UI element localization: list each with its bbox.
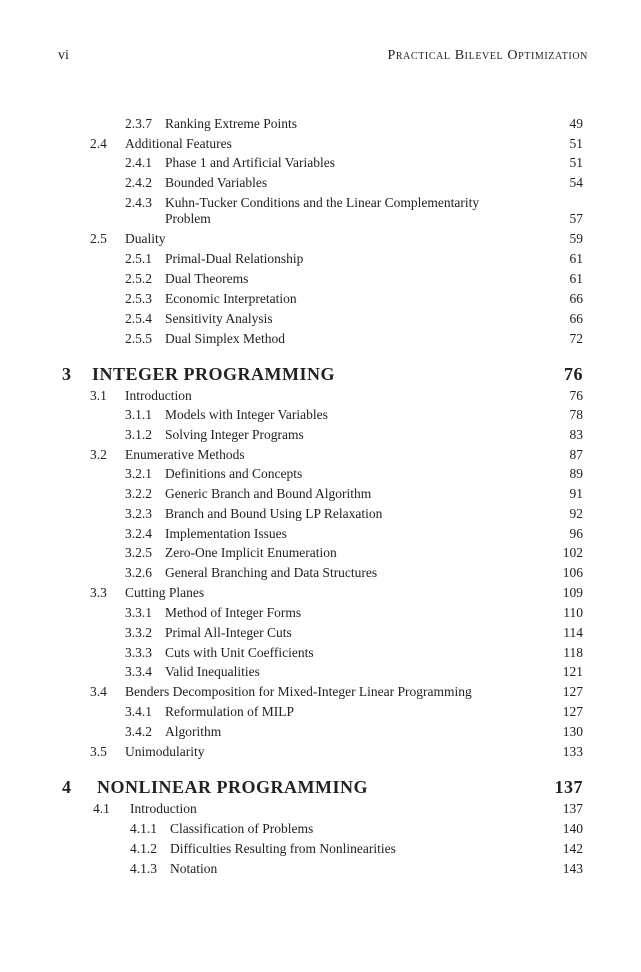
toc-entry-page: 137 — [562, 801, 583, 816]
toc-entry — [0, 662, 641, 682]
toc-entry — [0, 153, 641, 173]
toc-entry — [0, 484, 641, 504]
toc-entry-number: 4.1.3 — [130, 861, 157, 876]
toc-entry-page: 142 — [562, 841, 583, 856]
toc-entry-title: General Branching and Data Structures — [165, 565, 378, 580]
toc-entry-number: 2.3.7 — [125, 116, 152, 131]
toc-entry-page: 118 — [563, 645, 583, 660]
toc-entry — [0, 249, 641, 269]
toc-entry-number: 4 — [62, 777, 72, 797]
toc-entry-page: 106 — [562, 565, 583, 580]
toc-entry — [0, 329, 641, 349]
toc-entry-number: 2.5.1 — [125, 251, 152, 266]
toc-entry — [0, 289, 641, 309]
toc-entry — [0, 839, 641, 859]
page-number: vi — [58, 48, 69, 63]
toc-entry — [0, 603, 641, 623]
toc-entry-number: 3.3.1 — [125, 605, 152, 620]
toc-entry-page: 61 — [569, 251, 583, 266]
toc-entry-number: 2.4.1 — [125, 155, 152, 170]
toc-entry-title: Economic Interpretation — [165, 291, 297, 306]
toc-entry-number: 3.4.2 — [125, 724, 152, 739]
toc-entry-page: 78 — [569, 407, 583, 422]
toc-entry-title: Duality — [125, 231, 166, 246]
toc-entry — [0, 643, 641, 663]
page-header — [58, 48, 588, 68]
toc-entry-title: Benders Decomposition for Mixed-Integer Linear Programming — [125, 684, 472, 699]
running-title: Practical Bilevel Optimization — [387, 48, 588, 63]
toc-entry — [0, 504, 641, 524]
toc-entry-title: Problem — [165, 211, 211, 226]
toc-entry-page: 76 — [564, 364, 583, 384]
toc-entry-number: 2.4 — [90, 136, 107, 151]
toc-entry-title: Primal All-Integer Cuts — [165, 625, 292, 640]
toc-entry-number: 3.2.4 — [125, 526, 152, 541]
toc-entry — [0, 425, 641, 445]
toc-entry-title: Branch and Bound Using LP Relaxation — [165, 506, 383, 521]
toc-entry — [0, 543, 641, 563]
toc-entry-title: Introduction — [130, 801, 197, 816]
toc-entry-page: 87 — [569, 447, 583, 462]
toc-entry-title: Kuhn-Tucker Conditions and the Linear Complementarity — [165, 195, 480, 210]
toc-entry-number: 3.4.1 — [125, 704, 152, 719]
toc-entry — [0, 386, 641, 406]
toc-entry-page: 109 — [562, 585, 583, 600]
toc-entry — [0, 682, 641, 702]
toc-entry-title: Classification of Problems — [170, 821, 314, 836]
toc-entry — [0, 114, 641, 134]
toc-entry-title: Difficulties Resulting from Nonlinearities — [170, 841, 396, 856]
toc-entry-page: 66 — [569, 291, 583, 306]
toc-entry-page: 91 — [569, 486, 583, 501]
toc-entry-title: Valid Inequalities — [165, 664, 260, 679]
toc-entry-page: 110 — [563, 605, 583, 620]
toc-entry-number: 3.2.6 — [125, 565, 152, 580]
toc-entry-number: 4.1.2 — [130, 841, 157, 856]
toc-entry — [0, 524, 641, 544]
toc-entry — [0, 859, 641, 879]
toc-entry-title: Definitions and Concepts — [165, 466, 303, 481]
toc-entry-number: 4.1 — [93, 801, 110, 816]
toc-entry-title: Introduction — [125, 388, 192, 403]
toc-entry-title: Cuts with Unit Coefficients — [165, 645, 314, 660]
toc-entry-title: Implementation Issues — [165, 526, 287, 541]
toc-entry — [0, 623, 641, 643]
toc-entry — [0, 445, 641, 465]
toc-entry — [0, 722, 641, 742]
toc-entry-page: 72 — [569, 331, 583, 346]
toc-entry — [0, 173, 641, 193]
toc-entry-title: Enumerative Methods — [125, 447, 245, 462]
toc-entry-number: 2.5.2 — [125, 271, 152, 286]
toc-entry-page: 66 — [569, 311, 583, 326]
toc-chapter — [0, 361, 641, 387]
toc-entry-page: 51 — [569, 155, 583, 170]
toc-entry — [0, 563, 641, 583]
toc-entry-number: 3.3.3 — [125, 645, 152, 660]
toc-entry-number: 2.5.3 — [125, 291, 152, 306]
toc-entry-page: 92 — [569, 506, 583, 521]
toc-entry-number: 3.3.4 — [125, 664, 152, 679]
toc-entry-page: 137 — [554, 777, 583, 797]
toc-entry-number: 2.4.2 — [125, 175, 152, 190]
toc-entry-title: Phase 1 and Artificial Variables — [165, 155, 335, 170]
toc-entry-title: Ranking Extreme Points — [165, 116, 297, 131]
toc-entry-page: 61 — [569, 271, 583, 286]
toc-entry — [0, 209, 641, 229]
toc-entry-title: Zero-One Implicit Enumeration — [165, 545, 337, 560]
toc-entry-title: Unimodularity — [125, 744, 205, 759]
toc-entry-page: 114 — [563, 625, 583, 640]
toc-entry-page: 143 — [562, 861, 583, 876]
toc-entry-page: 130 — [562, 724, 583, 739]
toc-entry-number: 2.4.3 — [125, 195, 152, 210]
toc-entry-title: Method of Integer Forms — [165, 605, 302, 620]
toc-entry-page: 121 — [562, 664, 583, 679]
toc-entry-number: 3.2.1 — [125, 466, 152, 481]
toc-entry-page: 133 — [562, 744, 583, 759]
toc-entry-title: INTEGER PROGRAMMING — [92, 364, 335, 384]
toc-entry-title: Dual Theorems — [165, 271, 249, 286]
toc-entry-number: 2.5.4 — [125, 311, 152, 326]
toc-entry-title: Cutting Planes — [125, 585, 205, 600]
toc-entry-number: 3.2.3 — [125, 506, 152, 521]
toc-entry-page: 76 — [569, 388, 583, 403]
toc-entry-page: 102 — [562, 545, 583, 560]
toc-entry-title: Models with Integer Variables — [165, 407, 328, 422]
toc-entry-title: Reformulation of MILP — [165, 704, 294, 719]
toc-entry — [0, 269, 641, 289]
toc-entry-page: 54 — [569, 175, 583, 190]
toc-entry-number: 3.1.2 — [125, 427, 152, 442]
toc-entry-page: 59 — [569, 231, 583, 246]
toc-entry — [0, 134, 641, 154]
toc-entry-number: 3.3 — [90, 585, 107, 600]
toc-entry-number: 3 — [62, 364, 72, 384]
toc-entry-number: 2.5 — [90, 231, 107, 246]
toc-entry-number: 3.5 — [90, 744, 107, 759]
toc-entry — [0, 309, 641, 329]
toc-entry-title: Generic Branch and Bound Algorithm — [165, 486, 372, 501]
toc-entry-number: 3.2.5 — [125, 545, 152, 560]
toc-entry-title: Additional Features — [125, 136, 232, 151]
toc-entry-page: 83 — [569, 427, 583, 442]
toc-entry — [0, 742, 641, 762]
toc-entry-number: 3.2 — [90, 447, 107, 462]
toc-entry-number: 3.3.2 — [125, 625, 152, 640]
toc-entry — [0, 583, 641, 603]
toc-entry-title: Solving Integer Programs — [165, 427, 304, 442]
toc-entry-title: Dual Simplex Method — [165, 331, 285, 346]
toc-entry-number: 3.2.2 — [125, 486, 152, 501]
toc-entry-page: 89 — [569, 466, 583, 481]
toc-entry-title: Notation — [170, 861, 218, 876]
toc-entry-title: Algorithm — [165, 724, 222, 739]
toc-entry-page: 96 — [569, 526, 583, 541]
toc-entry-number: 3.1.1 — [125, 407, 152, 422]
toc-entry-title: Sensitivity Analysis — [165, 311, 273, 326]
toc-entry-title: NONLINEAR PROGRAMMING — [97, 777, 368, 797]
toc-entry-number: 2.5.5 — [125, 331, 152, 346]
toc-entry-number: 3.1 — [90, 388, 107, 403]
toc-entry — [0, 702, 641, 722]
toc-entry-number: 4.1.1 — [130, 821, 157, 836]
toc-chapter — [0, 774, 641, 800]
toc-entry — [0, 799, 641, 819]
toc-entry — [0, 819, 641, 839]
toc-entry — [0, 405, 641, 425]
toc-entry-title: Bounded Variables — [165, 175, 268, 190]
toc-entry-page: 127 — [562, 704, 583, 719]
toc-entry-page: 51 — [569, 136, 583, 151]
toc-entry-page: 127 — [562, 684, 583, 699]
toc-entry — [0, 229, 641, 249]
toc-entry-page: 140 — [562, 821, 583, 836]
toc-entry-number: 3.4 — [90, 684, 107, 699]
toc-entry-title: Primal-Dual Relationship — [165, 251, 304, 266]
toc-entry-page: 49 — [569, 116, 583, 131]
toc-entry-page: 57 — [569, 211, 583, 226]
toc-entry — [0, 464, 641, 484]
